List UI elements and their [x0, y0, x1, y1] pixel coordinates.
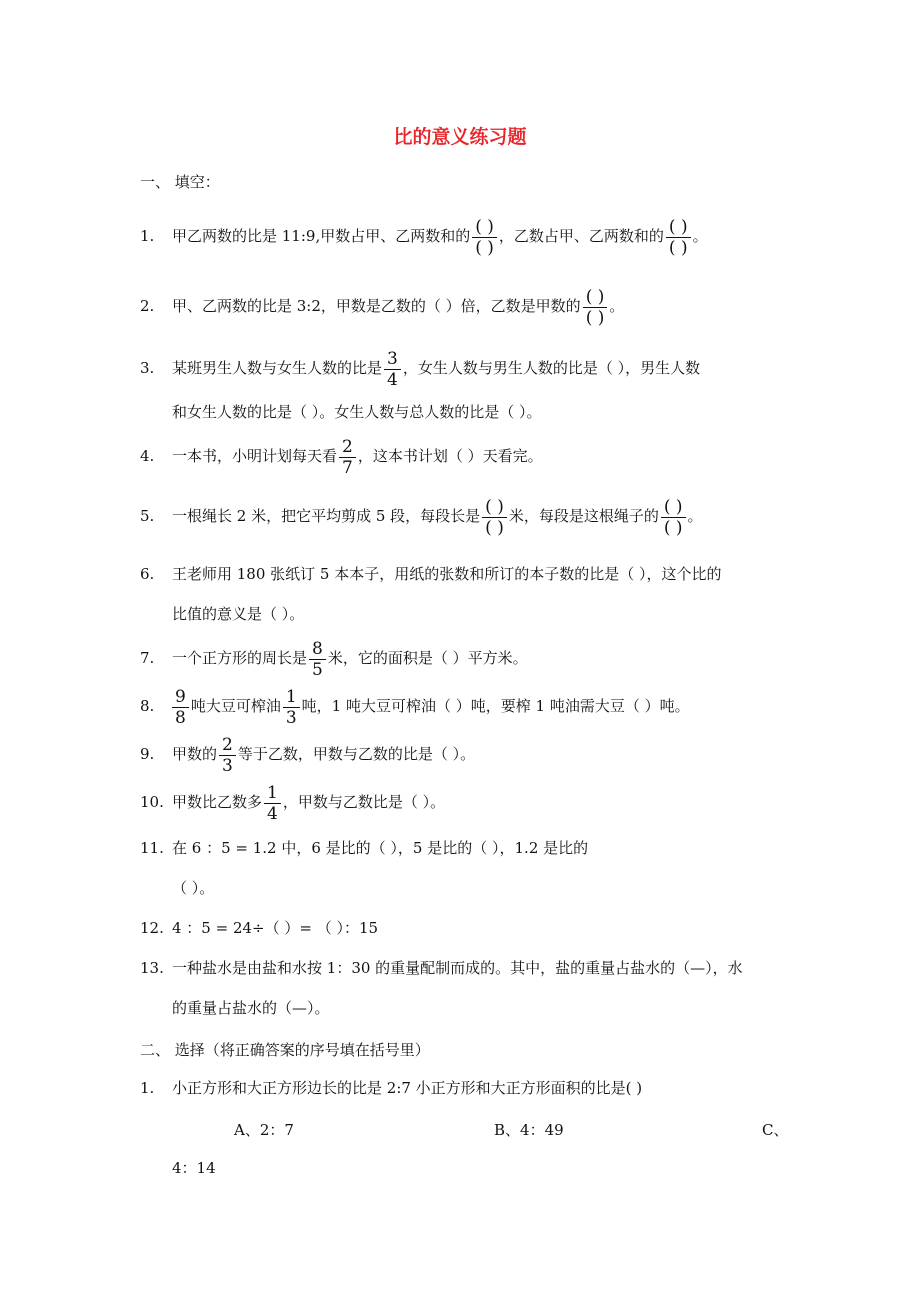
choice-question-1: 小正方形和大正方形边长的比是 2:7 小正方形和大正方形面积的比是( )	[172, 1079, 643, 1097]
fraction: $\frac{2}{7}$	[339, 438, 356, 477]
fraction-blank[interactable]: $\frac{( )}{( )}$	[661, 498, 686, 537]
question-number: 10.	[140, 793, 164, 811]
question-1: 甲乙两数的比是 11:9,甲数占甲、乙两数和的 $\frac{( )}{( )}$ ，乙数占甲、乙两数和的 $\frac{( )}{( )}$ 。	[172, 216, 708, 258]
question-11-line-2: （ ）。	[172, 879, 215, 897]
question-text: ，女生人数与男生人数的比是（ ），男生人数	[402, 359, 701, 377]
question-12: 4 ：5 = 24÷（ ）= （ ）：15	[172, 919, 379, 937]
question-number: 8.	[140, 697, 155, 715]
fraction-blank[interactable]: $\frac{( )}{( )}$	[472, 218, 497, 257]
question-text: 吨大豆可榨油	[190, 697, 281, 715]
question-13-line-2: 的重量占盐水的（—）。	[172, 999, 330, 1017]
question-text: 吨，1 吨大豆可榨油（ ）吨，要榨 1 吨油需大豆（ ）吨。	[301, 697, 690, 715]
page-title: 比的意义练习题	[393, 126, 527, 148]
question-3	[172, 346, 700, 390]
question-text: 一根绳长 2 米，把它平均剪成 5 段，每段长是	[172, 507, 481, 525]
question-number: 2.	[140, 297, 155, 315]
fraction: $\frac{8}{5}$	[309, 640, 326, 679]
question-9	[172, 732, 475, 776]
question-7	[172, 636, 528, 680]
fraction: $\frac{9}{8}$	[172, 688, 189, 727]
question-number: 1.	[140, 227, 155, 245]
question-number: 11.	[140, 839, 164, 857]
question-5: 一根绳长 2 米，把它平均剪成 5 段，每段长是 $\frac{( )}{( )}$ 米，每段是这根绳子的 $\frac{( )}{( )}$ 。	[172, 496, 703, 538]
question-10	[172, 780, 445, 824]
fraction-blank[interactable]: $\frac{( )}{( )}$	[482, 498, 507, 537]
question-number: 9.	[140, 745, 155, 763]
question-number: 7.	[140, 649, 155, 667]
question-number: 13.	[140, 959, 164, 977]
option-c[interactable]: C、	[762, 1121, 789, 1139]
question-2: 甲、乙两数的比是 3:2，甲数是乙数的（ ）倍，乙数是甲数的 $\frac{( )}{( )}$ 。	[172, 286, 625, 328]
question-text: ，这本书计划（ ）天看完。	[357, 447, 543, 465]
option-b[interactable]: B、4：49	[494, 1121, 564, 1139]
question-3-line-2: 和女生人数的比是（ ）。女生人数与总人数的比是（ ）。	[172, 403, 542, 421]
question-number: 1.	[140, 1079, 155, 1097]
question-text: 甲数比乙数多	[172, 793, 263, 811]
question-number: 4.	[140, 447, 155, 465]
fraction: $\frac{1}{3}$	[283, 688, 300, 727]
question-text: 米，它的面积是（ ）平方米。	[327, 649, 528, 667]
fraction: $\frac{3}{4}$	[384, 350, 401, 389]
question-6-line-2: 比值的意义是（ ）。	[172, 605, 305, 623]
question-text: 一本书，小明计划每天看	[172, 447, 338, 465]
fraction: $\frac{2}{3}$	[219, 736, 236, 775]
option-c-value: 4：14	[172, 1159, 216, 1177]
fraction-blank[interactable]: $\frac{( )}{( )}$	[583, 288, 608, 327]
question-text: 一个正方形的周长是	[172, 649, 308, 667]
question-6: 王老师用 180 张纸订 5 本本子，用纸的张数和所订的本子数的比是（ ），这个比的	[172, 565, 722, 583]
question-text: 甲乙两数的比是 11:9,甲数占甲、乙两数和的	[172, 227, 471, 245]
question-text: 某班男生人数与女生人数的比是	[172, 359, 383, 377]
question-8	[170, 684, 690, 728]
question-text: 等于乙数，甲数与乙数的比是（ ）。	[237, 745, 476, 763]
question-13: 一种盐水是由盐和水按 1：30 的重量配制而成的。其中，盐的重量占盐水的（—），水	[172, 959, 743, 977]
question-text: 甲、乙两数的比是 3:2，甲数是乙数的（ ）倍，乙数是甲数的	[172, 297, 581, 315]
question-number: 5.	[140, 507, 155, 525]
question-text: ，乙数占甲、乙两数和的	[498, 227, 664, 245]
question-number: 6.	[140, 565, 155, 583]
question-11: 在 6 ：5 = 1.2 中，6 是比的（ ），5 是比的（ ），1.2 是比的	[172, 839, 589, 857]
question-text: ，甲数与乙数比是（ ）。	[282, 793, 446, 811]
question-4	[172, 434, 543, 478]
question-text: 米，每段是这根绳子的	[508, 507, 659, 525]
question-text: 甲数的	[172, 745, 218, 763]
option-a[interactable]: A、2：7	[234, 1121, 294, 1139]
fraction-blank[interactable]: $\frac{( )}{( )}$	[666, 218, 691, 257]
fraction: $\frac{1}{4}$	[264, 784, 281, 823]
question-number: 3.	[140, 359, 155, 377]
question-number: 12.	[140, 919, 164, 937]
section-heading-choice: 二、 选择（将正确答案的序号填在括号里）	[140, 1041, 430, 1059]
section-heading-fill-blank: 一、 填空：	[140, 173, 220, 191]
